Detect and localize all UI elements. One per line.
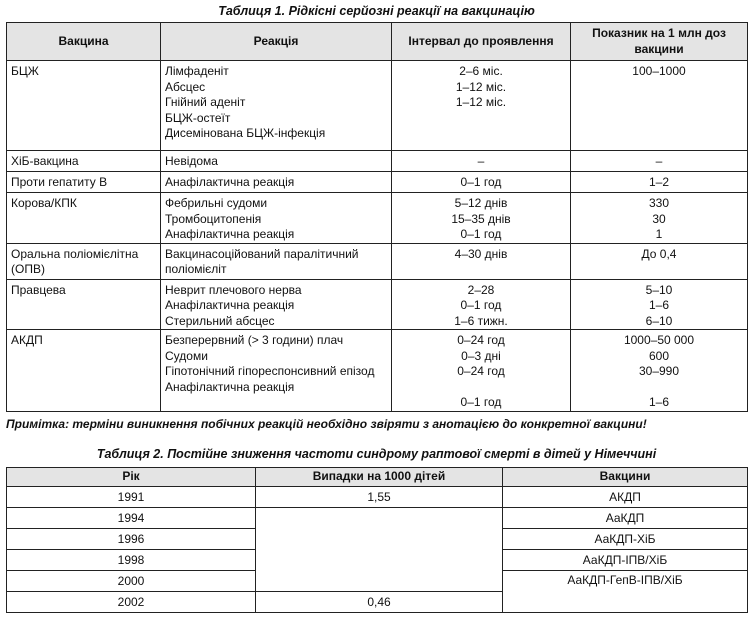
reaction-cell-line: БЦЖ-остеїт bbox=[165, 110, 231, 125]
table1-note: Примітка: терміни виникнення побічних реакцій необхідно звіряти з анотацією до конкретної вакцини! bbox=[6, 417, 647, 431]
vaccines-cell: АаКДП-ГепВ-ІПВ/ХіБ bbox=[503, 571, 748, 613]
year-cell: 1998 bbox=[7, 550, 256, 571]
interval-cell bbox=[392, 172, 571, 193]
rate-cell bbox=[571, 243, 748, 279]
table2-caption: Таблиця 2. Постійне зниження частоти синдрому раптової смерті в дітей у Німеччині bbox=[96, 447, 657, 461]
reaction-cell-line: Анафілактична реакція bbox=[165, 227, 295, 241]
reaction-cell-line: Анафілактична реакція bbox=[165, 379, 295, 394]
vaccine-cell-line: Корова/КПК bbox=[11, 196, 77, 210]
reaction-cell-line: Лімфаденіт bbox=[165, 64, 229, 78]
reaction-cell bbox=[161, 151, 392, 172]
vaccine-cell bbox=[7, 193, 161, 244]
cases-cell: 0,46 bbox=[256, 592, 503, 613]
interval-cell-line: 0–1 год bbox=[460, 175, 502, 189]
cases-cell-empty bbox=[256, 508, 503, 592]
vaccines-cell: АаКДП-ІПВ/ХіБ bbox=[503, 550, 748, 571]
reaction-cell-line: Неврит плечового нерва bbox=[165, 282, 302, 297]
interval-cell bbox=[392, 61, 571, 151]
rate-cell-line: 1 bbox=[655, 227, 663, 241]
interval-cell bbox=[392, 193, 571, 244]
vaccine-cell bbox=[7, 151, 161, 172]
table-row bbox=[7, 279, 748, 330]
reaction-cell bbox=[161, 61, 392, 151]
rate-cell bbox=[571, 172, 748, 193]
year-cell: 2000 bbox=[7, 571, 256, 592]
interval-cell-line: 5–12 днів bbox=[454, 196, 508, 210]
reaction-cell-line: Стерильний абсцес bbox=[165, 313, 275, 328]
year-cell: 1994 bbox=[7, 508, 256, 529]
interval-cell-line: 0–1 год bbox=[460, 227, 502, 241]
vaccine-cell bbox=[7, 61, 161, 151]
reaction-cell-line: Гнійний аденіт bbox=[165, 95, 246, 109]
table-row bbox=[7, 151, 748, 172]
rate-cell-line: 1–6 bbox=[648, 298, 670, 312]
sids-table bbox=[6, 467, 748, 613]
year-cell: 1996 bbox=[7, 529, 256, 550]
rate-cell-line: 30 bbox=[652, 211, 666, 226]
table-row bbox=[7, 243, 748, 279]
rate-cell-line: 600 bbox=[648, 348, 670, 363]
reaction-cell-line: Вакцинасоційований паралітичний поліомієліт bbox=[165, 246, 359, 276]
header-vaccines: Вакцини bbox=[503, 468, 748, 487]
rate-cell-line: 1000–50 000 bbox=[623, 333, 695, 347]
interval-cell-line: 1–6 тижн. bbox=[454, 313, 508, 328]
vaccine-cell bbox=[7, 172, 161, 193]
interval-cell-line: 0–24 год bbox=[457, 333, 505, 347]
vaccine-cell-line: Правцева bbox=[11, 282, 66, 297]
interval-cell bbox=[392, 151, 571, 172]
interval-cell-line: 4–30 днів bbox=[454, 246, 508, 261]
rate-cell bbox=[571, 279, 748, 330]
header-reaction: Реакція bbox=[161, 23, 392, 61]
rate-cell-line: 30–990 bbox=[638, 364, 680, 378]
reactions-table bbox=[6, 22, 748, 412]
reaction-cell-line: Невідома bbox=[165, 154, 218, 168]
interval-cell-line: 1–12 міс. bbox=[455, 79, 507, 94]
header-vaccine: Вакцина bbox=[7, 23, 161, 61]
table-row bbox=[7, 193, 748, 244]
interval-cell-line: – bbox=[477, 154, 485, 168]
vaccine-cell bbox=[7, 243, 161, 279]
header-cases: Випадки на 1000 дітей bbox=[256, 468, 503, 487]
reaction-cell-line: Анафілактична реакція bbox=[165, 298, 295, 312]
interval-cell bbox=[392, 243, 571, 279]
rate-cell bbox=[571, 330, 748, 412]
reaction-cell-line: Безперервний (> 3 години) плач bbox=[165, 333, 344, 347]
reaction-cell bbox=[161, 330, 392, 412]
vaccine-cell-line: БЦЖ bbox=[11, 64, 39, 78]
vaccine-cell-line: ХіБ-вакцина bbox=[11, 154, 79, 168]
reaction-cell-line: Абсцес bbox=[165, 79, 206, 94]
rate-cell-line bbox=[575, 380, 743, 396]
rate-cell-line: 1–2 bbox=[648, 175, 670, 189]
reaction-cell bbox=[161, 279, 392, 330]
vaccines-cell: АаКДП-ХіБ bbox=[503, 529, 748, 550]
reaction-cell-line: Тромбоцитопенія bbox=[165, 211, 262, 226]
rate-cell-line: До 0,4 bbox=[641, 246, 677, 261]
interval-cell-line: 0–24 год bbox=[457, 364, 505, 378]
rate-cell-line: – bbox=[655, 154, 663, 168]
reaction-cell bbox=[161, 243, 392, 279]
rate-cell-line: 330 bbox=[648, 196, 670, 210]
vaccine-cell-line: АКДП bbox=[11, 333, 43, 347]
interval-cell-line: 0–1 год bbox=[460, 298, 502, 312]
interval-cell-line: 2–28 bbox=[467, 282, 495, 297]
reaction-cell-line: Дисемінована БЦЖ-інфекція bbox=[165, 126, 326, 140]
vaccine-cell bbox=[7, 279, 161, 330]
rate-cell bbox=[571, 193, 748, 244]
reaction-cell-line: Фебрильні судоми bbox=[165, 196, 268, 210]
vaccine-cell-line: Проти гепатиту В bbox=[11, 175, 108, 189]
reaction-cell bbox=[161, 193, 392, 244]
interval-cell bbox=[392, 279, 571, 330]
table-row bbox=[7, 330, 748, 412]
table1-caption: Таблиця 1. Рідкісні серйозні реакції на вакцинацію bbox=[218, 4, 535, 18]
reaction-cell-line: Судоми bbox=[165, 348, 208, 363]
rate-cell-line: 100–1000 bbox=[632, 64, 686, 78]
table-row bbox=[7, 172, 748, 193]
interval-cell-line bbox=[396, 380, 566, 396]
interval-cell bbox=[392, 330, 571, 412]
vaccine-cell-line: Оральна поліомієлітна (ОПВ) bbox=[11, 246, 139, 276]
rate-cell-line: 5–10 bbox=[645, 282, 673, 297]
vaccines-cell: АаКДП bbox=[503, 508, 748, 529]
rate-cell-line: 6–10 bbox=[645, 313, 673, 328]
interval-cell-line: 0–1 год bbox=[460, 395, 502, 409]
reaction-cell-line: Анафілактична реакція bbox=[165, 175, 295, 189]
reaction-cell bbox=[161, 172, 392, 193]
year-cell: 2002 bbox=[7, 592, 256, 613]
interval-cell-line: 2–6 міс. bbox=[459, 64, 503, 78]
header-year: Рік bbox=[7, 468, 256, 487]
reaction-cell-line: Гіпотонічний гіпореспонсивний епізод bbox=[165, 364, 375, 378]
rate-cell-line: 1–6 bbox=[648, 395, 670, 409]
interval-cell-line: 0–3 дні bbox=[461, 348, 501, 363]
rate-cell bbox=[571, 61, 748, 151]
header-rate: Показник на 1 млн доз вакцини bbox=[571, 23, 748, 61]
table-row bbox=[7, 61, 748, 151]
interval-cell-line: 15–35 днів bbox=[451, 211, 511, 226]
cases-cell: 1,55 bbox=[256, 487, 503, 508]
vaccines-cell: АКДП bbox=[503, 487, 748, 508]
interval-cell-line: 1–12 міс. bbox=[455, 95, 507, 109]
year-cell: 1991 bbox=[7, 487, 256, 508]
rate-cell bbox=[571, 151, 748, 172]
header-interval: Інтервал до проявлення bbox=[392, 23, 571, 61]
vaccine-cell bbox=[7, 330, 161, 412]
